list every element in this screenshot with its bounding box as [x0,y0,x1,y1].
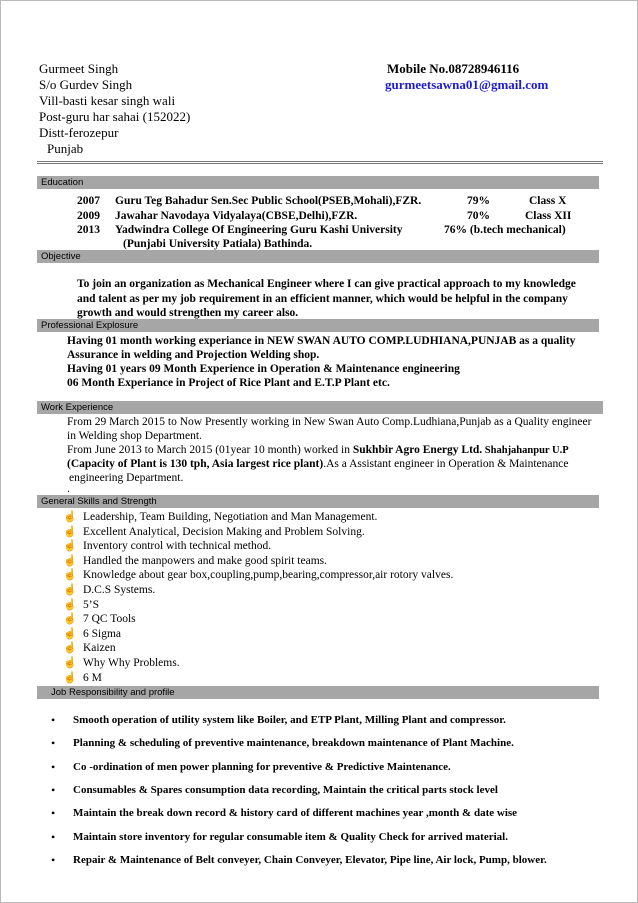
company-name: Sukhbir Agro Energy Ltd. [352,444,483,456]
skill-item: 5’S [83,598,99,611]
bullet-icon: • [51,759,56,774]
work-line [67,443,569,458]
hand-pointer-icon: ☝ [63,642,77,655]
bullet-icon: • [51,782,56,797]
skill-item: 6 Sigma [83,627,122,640]
hand-pointer-icon: ☝ [63,511,77,523]
responsibility-item: Maintain the break down record & history card of different machines year ,month & date wise [73,807,518,820]
hand-pointer-icon: ☝ [63,540,77,553]
skill-item: D.C.S Systems. [83,584,156,596]
hand-pointer-icon: ☝ [63,657,77,669]
responsibility-item: Co -ordination of men power planning for preventive & Predictive Maintenance. [73,760,451,773]
father-name: S/o Gurdev Singh [39,77,133,92]
skill-item: Leadership, Team Building, Negotiation and Man Management. [83,511,378,523]
exposure-line: Having 01 month working experiance in NEW SWAN AUTO COMP.LUDHIANA,PUNJAB as a quality [67,335,576,347]
address-post: Post-guru har sahai (152022) [39,109,191,124]
responsibility-item: Maintain store inventory for regular consumable item & Quality Check for arrived material. [73,830,508,843]
education-score: 79% [467,195,490,207]
section-heading-work-experience: Work Experience [37,401,603,414]
bullet-icon: • [51,806,56,821]
education-class: Class X [529,195,567,207]
education-school: Jawahar Navodaya Vidyalaya(CBSE,Delhi),FZR. [115,210,358,222]
address-village: Vill-basti kesar singh wali [39,93,176,108]
plant-capacity: (Capacity of Plant is 130 tph, Asia largest rice plant) [67,458,324,470]
objective-line: and talent as per my job requirement in an efficient manner, which would be helpful in the company [77,293,568,305]
skill-item: Inventory control with technical method. [83,540,272,553]
section-heading-education: Education [37,176,599,189]
hand-pointer-icon: ☝ [63,671,77,684]
hand-pointer-icon: ☝ [63,525,77,538]
candidate-name: Gurmeet Singh [39,61,119,76]
skill-item: Handled the manpowers and make good spirit teams. [83,554,327,567]
hand-pointer-icon: ☝ [63,569,77,582]
work-line: engineering Department. [69,472,184,484]
responsibility-item: Consumables & Spares consumption data recording, Maintain the critical parts stock level [73,783,498,796]
education-score: 70% [467,210,490,222]
hand-pointer-icon: ☝ [63,554,77,567]
bullet-icon: • [51,852,56,867]
work-line: in Welding shop Department. [67,430,202,442]
skill-item: Excellent Analytical, Decision Making and Problem Solving. [83,525,365,538]
address-district: Distt-ferozepur [39,125,119,140]
section-heading-professional-exposure: Professional Explosure [37,319,599,332]
company-location: Shahjahanpur U.P [482,445,569,456]
hand-pointer-icon: ☝ [63,613,77,626]
objective-line: To join an organization as Mechanical Engineer where I can give practical approach to my knowledge [77,278,576,290]
responsibility-item: Planning & scheduling of preventive maintenance, breakdown maintenance of Plant Machine. [73,737,514,750]
work-line-text: .As a Assistant engineer in Operation & Maintenance [323,458,569,470]
header-divider-2 [37,163,603,164]
responsibility-item: Repair & Maintenance of Belt conveyer, Chain Conveyer, Elevator, Pipe line, Air lock, Pump, blower. [73,853,547,866]
exposure-line: Having 01 years 09 Month Experience in Operation & Maintenance engineering [67,363,460,375]
work-line: . [67,483,70,495]
skill-item: Knowledge about gear box,coupling,pump,bearing,compressor,air rotory valves. [83,569,454,582]
skill-item: Kaizen [83,642,116,655]
hand-pointer-icon: ☝ [63,598,77,611]
header-divider [37,161,603,162]
hand-pointer-icon: ☝ [63,584,77,596]
work-line-text: From June 2013 to March 2015 (01year 10 month) worked in [67,444,353,456]
mobile-number: Mobile No.08728946116 [387,61,520,76]
skill-item: 7 QC Tools [83,613,136,626]
education-school: Guru Teg Bahadur Sen.Sec Public School(PSEB,Mohali),FZR. [115,195,422,207]
bullet-icon: • [51,736,56,751]
email-link[interactable]: gurmeetsawna01@gmail.com [385,77,549,92]
bullet-icon: • [51,713,56,727]
education-year: 2013 [77,224,100,236]
responsibility-item: Smooth operation of utility system like Boiler, and ETP Plant, Milling Plant and compressor. [73,714,506,726]
skill-item: 6 M [83,671,102,684]
education-university-note: (Punjabi University Patiala) Bathinda. [123,238,313,250]
work-line: From 29 March 2015 to Now Presently working in New Swan Auto Comp.Ludhiana,Punjab as a Quality engineer [67,416,592,428]
section-heading-skills: General Skills and Strength [37,495,599,508]
exposure-line: Assurance in welding and Projection Welding shop. [67,349,320,361]
education-year: 2007 [77,195,100,207]
address-state: Punjab [47,141,84,156]
education-school: Yadwindra College Of Engineering Guru Kashi University [115,224,403,236]
education-year: 2009 [77,210,100,222]
section-heading-objective: Objective [37,250,599,263]
objective-line: growth and would strengthen my career also. [77,307,299,319]
exposure-line: 06 Month Experiance in Project of Rice Plant and E.T.P Plant etc. [67,377,390,389]
education-class: Class XII [525,210,572,222]
education-score: 76% (b.tech mechanical) [444,224,566,236]
hand-pointer-icon: ☝ [63,627,77,640]
bullet-icon: • [51,829,56,844]
section-heading-job-responsibility: Job Responsibility and profile [37,686,599,699]
skill-item: Why Why Problems. [83,657,180,669]
work-line [67,457,568,471]
